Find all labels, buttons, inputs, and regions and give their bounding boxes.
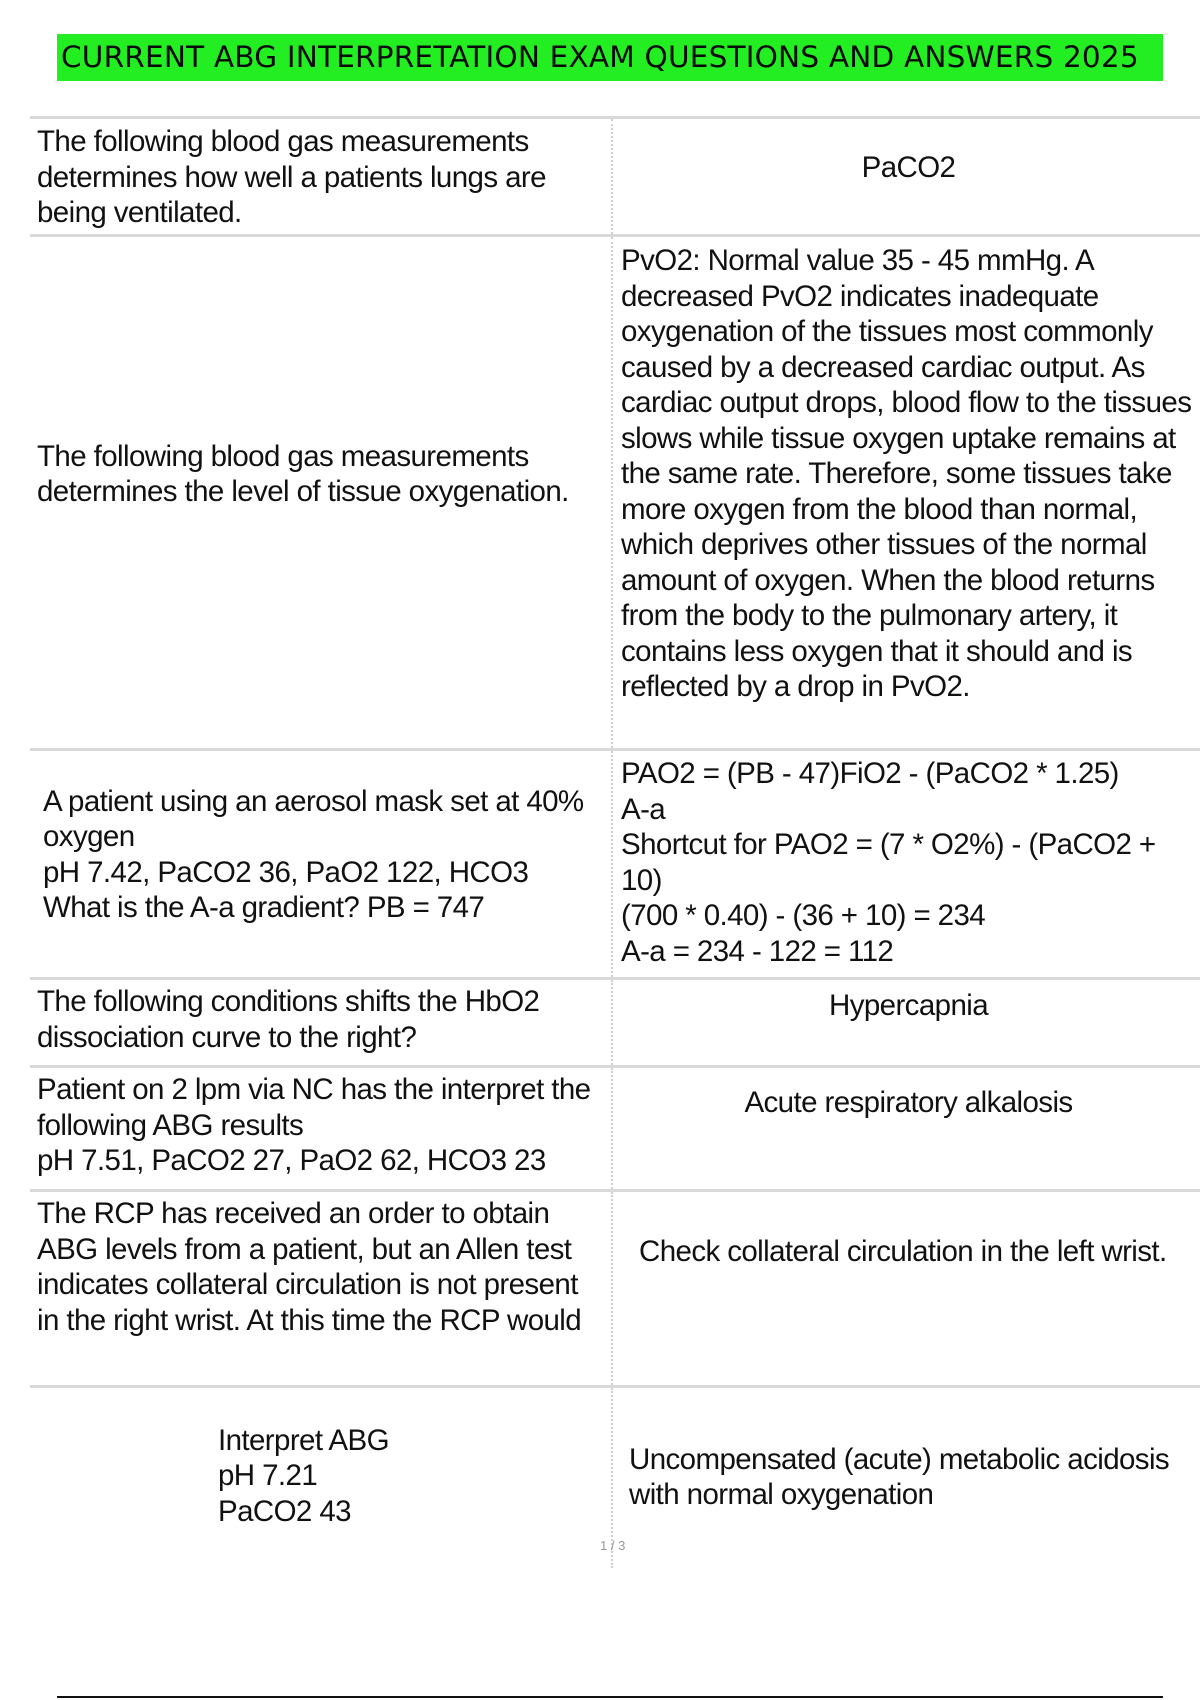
question-cell: The following blood gas measurements determines how well a patients lungs are being ventilated. <box>30 119 613 234</box>
answer-cell: Check collateral circulation in the left wrist. <box>639 1235 1167 1268</box>
title-highlight <box>57 34 1163 81</box>
answer-cell: PvO2: Normal value 35 - 45 mmHg. A decreased PvO2 indicates inadequate oxygenation of the tissues most commonly caused by a decreased cardiac output. As cardiac output drops, blood flow to the tissues slows while tissue oxygen uptake remains at the same rate. Therefore, some tissues take more oxygen from the blood than normal, which deprives other tissues of the normal amount of oxygen. When the blood returns from the body to the pulmonary artery, it contains less oxygen that it should and is reflected by a drop in PvO2. <box>621 244 1192 703</box>
answer-cell <box>613 1388 1200 1568</box>
answer-text: Uncompensated (acute) metabolic acidosis with normal oxygenation <box>629 1442 1170 1511</box>
question-text: Interpret ABG pH 7.21 PaCO2 43 <box>218 1423 389 1528</box>
document-title: CURRENT ABG INTERPRETATION EXAM QUESTIONS AND ANSWERS 2025 <box>61 40 1139 74</box>
page-number: 1 / 3 <box>600 1538 626 1553</box>
qa-table <box>30 116 1200 1568</box>
qa-row-4 <box>30 977 1200 1065</box>
question-cell: The RCP has received an order to obtain ABG levels from a patient, but an Allen test indicates collateral circulation is not present in the right wrist. At this time the RCP would <box>30 1192 613 1385</box>
answer-cell: Acute respiratory alkalosis <box>744 1086 1073 1119</box>
question-text: The following blood gas measurements determines the level of tissue oxygenation. <box>37 439 569 508</box>
question-cell <box>30 237 613 748</box>
answer-cell <box>613 119 1200 234</box>
question-cell: The following conditions shifts the HbO2 dissociation curve to the right? <box>30 980 613 1065</box>
qa-row-5 <box>30 1065 1200 1189</box>
answer-cell: PAO2 = (PB - 47)FiO2 - (PaCO2 * 1.25) A-a Shortcut for PAO2 = (7 * O2%) - (PaCO2 + 10) (700 * 0.40) - (36 + 10) = 234 A-a = 234 - 122 = 112 <box>621 757 1156 968</box>
question-text: A patient using an aerosol mask set at 40% oxygen pH 7.42, PaCO2 36, PaO2 122, HCO3 What is the A-a gradient? PB = 747 <box>43 784 584 924</box>
qa-row-6 <box>30 1189 1200 1385</box>
answer-text: PaCO2 <box>861 151 956 185</box>
question-cell: Patient on 2 lpm via NC has the interpret the following ABG results pH 7.51, PaCO2 27, PaO2 62, HCO3 23 <box>30 1068 613 1189</box>
footer-divider <box>57 1696 1163 1698</box>
qa-row-3 <box>30 748 1200 977</box>
question-cell <box>30 1388 613 1568</box>
qa-row-1 <box>30 116 1200 234</box>
answer-cell: Hypercapnia <box>828 989 989 1022</box>
question-cell <box>30 751 613 977</box>
qa-row-2 <box>30 234 1200 748</box>
